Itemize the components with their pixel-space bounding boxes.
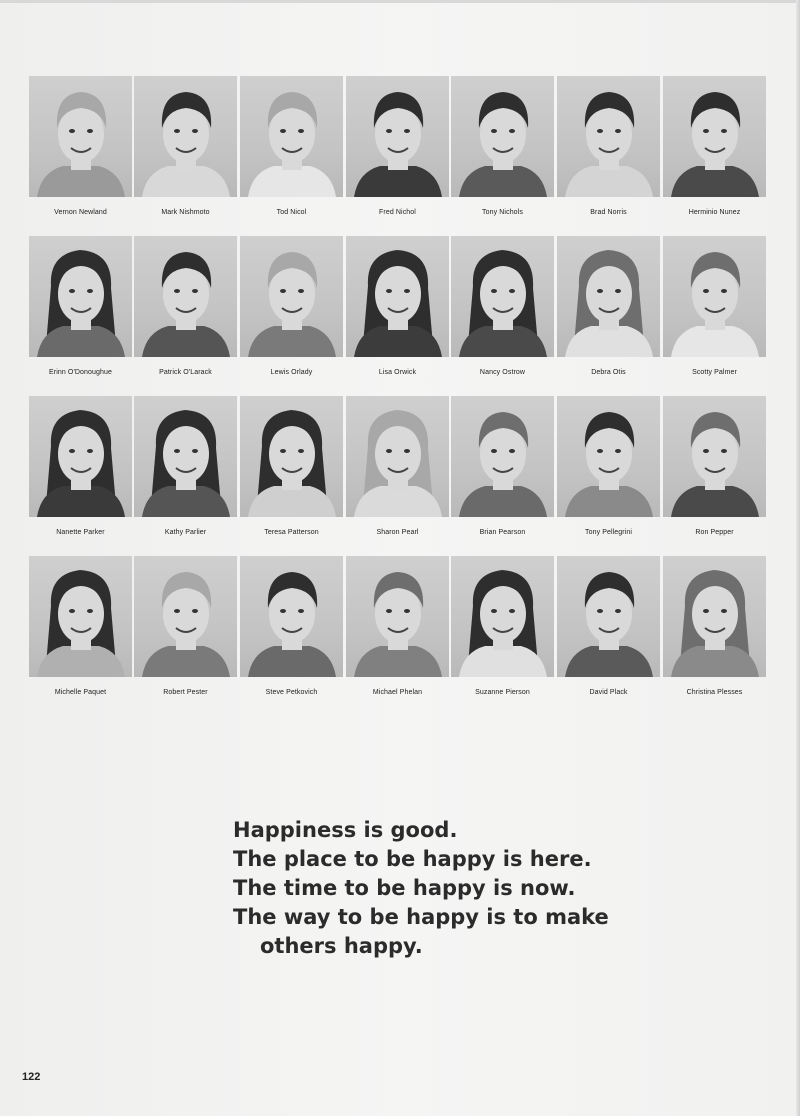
portrait-photo [240, 396, 343, 517]
portrait-card [29, 556, 132, 696]
portrait-photo [557, 556, 660, 677]
portrait-silhouette [29, 236, 132, 357]
portrait-photo [451, 236, 554, 357]
portrait-photo [346, 396, 449, 517]
student-name: Tony Nichols [482, 209, 523, 216]
portrait-photo [29, 236, 132, 357]
portrait-card [134, 236, 237, 376]
portrait-silhouette [451, 236, 554, 357]
portrait-silhouette [557, 556, 660, 677]
portrait-photo [451, 396, 554, 517]
portrait-card [663, 76, 766, 216]
portrait-photo [346, 556, 449, 677]
portrait-photo [451, 76, 554, 197]
student-name: Robert Pester [163, 689, 208, 696]
portrait-photo [663, 236, 766, 357]
portrait-card [134, 76, 237, 216]
quote-line: others happy. [260, 934, 423, 958]
portrait-photo [346, 76, 449, 197]
quote-line: The time to be happy is now. [233, 876, 576, 900]
portrait-photo [451, 556, 554, 677]
portrait-photo [346, 236, 449, 357]
portrait-silhouette [240, 76, 343, 197]
portrait-card [240, 556, 343, 696]
portrait-silhouette [451, 76, 554, 197]
portrait-silhouette [29, 556, 132, 677]
portrait-card [663, 556, 766, 696]
portrait-silhouette [346, 396, 449, 517]
portrait-photo [29, 76, 132, 197]
happiness-quote [233, 816, 653, 961]
portrait-silhouette [663, 556, 766, 677]
portrait-photo [557, 236, 660, 357]
student-name: Scotty Palmer [692, 369, 737, 376]
student-name: Patrick O'Larack [159, 369, 212, 376]
page-top-edge [0, 0, 800, 3]
portrait-card [663, 396, 766, 536]
portrait-silhouette [134, 76, 237, 197]
page-binding-edge [796, 0, 800, 1116]
portrait-silhouette [134, 236, 237, 357]
student-name: David Plack [589, 689, 628, 696]
quote-line: The place to be happy is here. [233, 847, 592, 871]
portrait-row-3 [29, 396, 766, 556]
portrait-card [557, 396, 660, 536]
portrait-silhouette [240, 236, 343, 357]
portrait-silhouette [240, 556, 343, 677]
student-name: Nancy Ostrow [479, 369, 526, 376]
portrait-card [451, 76, 554, 216]
student-name: Tod Nicol [276, 209, 307, 216]
student-name: Brian Pearson [479, 529, 526, 536]
portrait-card [663, 236, 766, 376]
portrait-photo [134, 236, 237, 357]
student-name: Sharon Pearl [376, 529, 419, 536]
student-name: Lewis Orlady [270, 369, 313, 376]
quote-line: The way to be happy is to make [233, 905, 609, 929]
portrait-grid [29, 76, 766, 716]
portrait-silhouette [346, 236, 449, 357]
portrait-silhouette [134, 396, 237, 517]
student-name: Kathy Parlier [164, 529, 207, 536]
portrait-photo [29, 556, 132, 677]
student-name: Tony Pellegrini [584, 529, 633, 536]
student-name: Teresa Patterson [264, 529, 319, 536]
student-name: Brad Norris [590, 209, 627, 216]
portrait-photo [663, 76, 766, 197]
portrait-photo [240, 76, 343, 197]
portrait-silhouette [451, 556, 554, 677]
portrait-card [557, 556, 660, 696]
portrait-card [557, 236, 660, 376]
student-name: Mark Nishmoto [161, 209, 210, 216]
portrait-silhouette [29, 76, 132, 197]
quote-line: Happiness is good. [233, 818, 458, 842]
portrait-photo [240, 556, 343, 677]
portrait-photo [134, 76, 237, 197]
student-name: Lisa Orwick [378, 369, 417, 376]
portrait-card [346, 76, 449, 216]
portrait-silhouette [663, 76, 766, 197]
portrait-photo [557, 76, 660, 197]
portrait-silhouette [557, 236, 660, 357]
portrait-card [451, 556, 554, 696]
portrait-card [29, 76, 132, 216]
student-name: Ron Pepper [695, 529, 734, 536]
student-name: Herminio Nunez [688, 209, 741, 216]
portrait-card [451, 396, 554, 536]
portrait-card [346, 236, 449, 376]
portrait-card [29, 236, 132, 376]
student-name: Debra Otis [591, 369, 626, 376]
portrait-card [134, 556, 237, 696]
portrait-silhouette [346, 76, 449, 197]
portrait-photo [663, 556, 766, 677]
portrait-silhouette [134, 556, 237, 677]
portrait-row-2 [29, 236, 766, 396]
portrait-silhouette [557, 396, 660, 517]
portrait-silhouette [240, 396, 343, 517]
portrait-card [346, 556, 449, 696]
portrait-row-1 [29, 76, 766, 236]
portrait-card [557, 76, 660, 216]
portrait-card [346, 396, 449, 536]
portrait-card [240, 396, 343, 536]
portrait-photo [134, 556, 237, 677]
student-name: Fred Nichol [379, 209, 416, 216]
portrait-photo [240, 236, 343, 357]
portrait-card [451, 236, 554, 376]
portrait-silhouette [663, 236, 766, 357]
student-name: Erinn O'Donoughue [49, 369, 112, 376]
student-name: Christina Plesses [686, 689, 743, 696]
portrait-silhouette [557, 76, 660, 197]
portrait-card [240, 76, 343, 216]
student-name: Michael Phelan [372, 689, 423, 696]
page-number: 122 [22, 1071, 41, 1083]
portrait-card [240, 236, 343, 376]
portrait-silhouette [663, 396, 766, 517]
student-name: Nanette Parker [56, 529, 105, 536]
portrait-photo [29, 396, 132, 517]
portrait-card [29, 396, 132, 536]
portrait-silhouette [451, 396, 554, 517]
portrait-photo [663, 396, 766, 517]
portrait-card [134, 396, 237, 536]
student-name: Steve Petkovich [265, 689, 318, 696]
portrait-photo [134, 396, 237, 517]
portrait-photo [557, 396, 660, 517]
portrait-silhouette [346, 556, 449, 677]
student-name: Vernon Newland [54, 209, 107, 216]
student-name: Suzanne Pierson [475, 689, 530, 696]
portrait-row-4 [29, 556, 766, 716]
student-name: Michelle Paquet [54, 689, 107, 696]
portrait-silhouette [29, 396, 132, 517]
